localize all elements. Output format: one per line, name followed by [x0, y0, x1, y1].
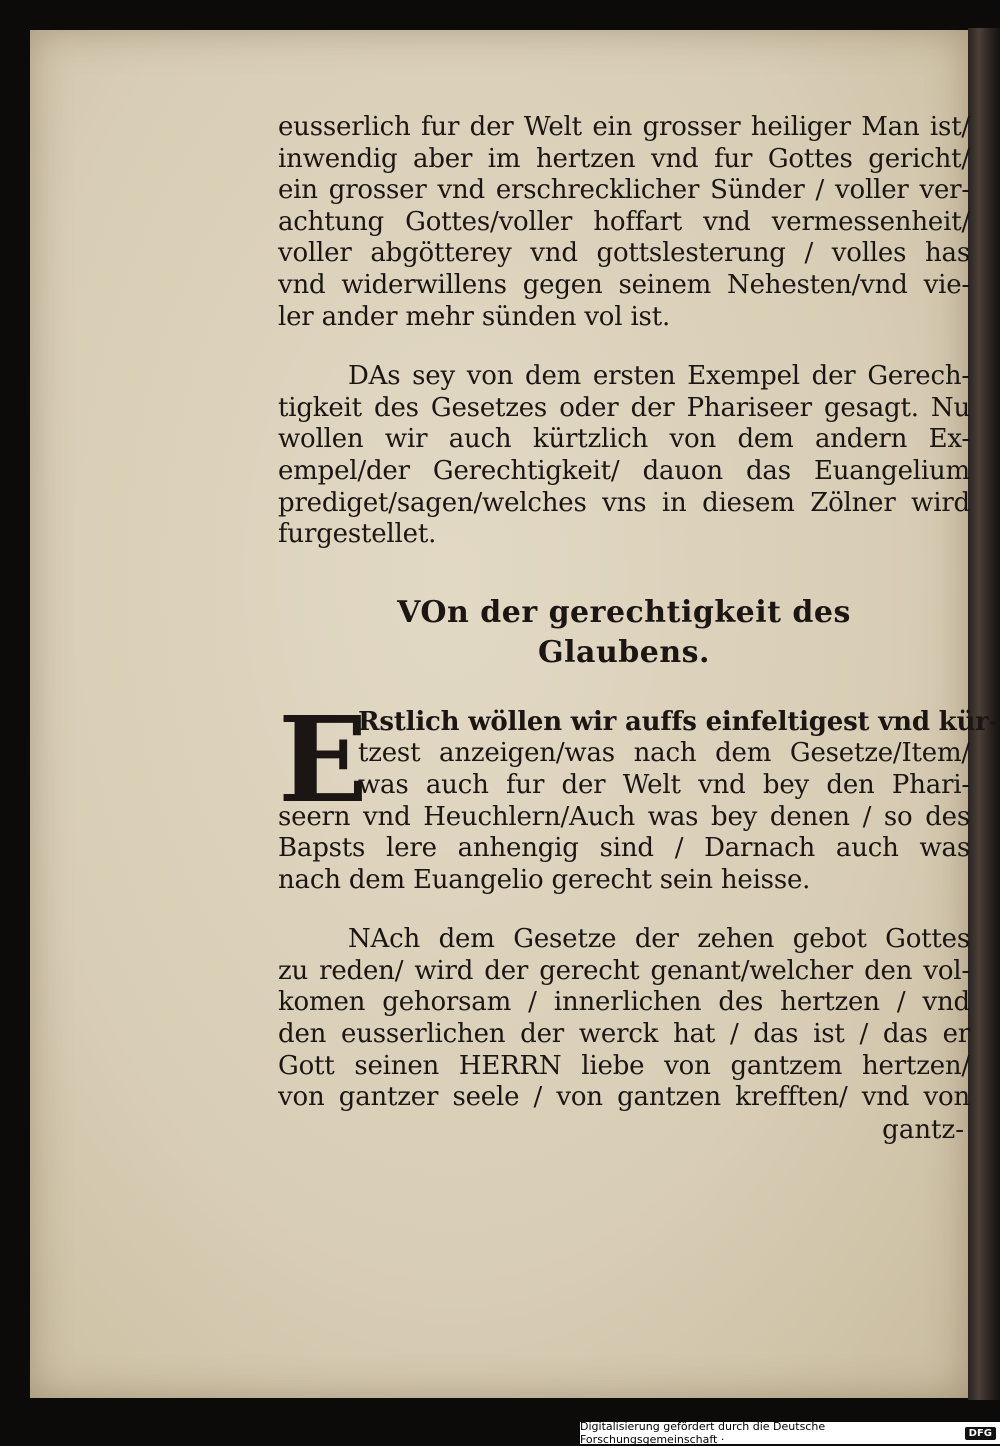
- text-line: seern vnd Heuchlern/Auch was bey denen / so des: [278, 801, 970, 832]
- text-line: Bapsts lere anhengig sind / Darnach auch was: [278, 833, 970, 864]
- text-line: voller abgötterey vnd gottslesterung / volles has: [278, 238, 970, 269]
- text-line: komen gehorsam / innerlichen des hertzen / vnd: [278, 987, 970, 1018]
- text-line: zu reden/ wird der gerecht genant/welcher den vol-: [278, 955, 970, 986]
- text-line: tigkeit des Gesetzes oder der Phariseer gesagt. Nu: [278, 392, 970, 423]
- text-line: wollen wir auch kürtzlich von dem andern Ex-: [278, 424, 970, 455]
- text-line: nach dem Euangelio gerecht sein heisse.: [278, 864, 811, 895]
- text-line: inwendig aber im hertzen vnd fur Gottes gericht/: [278, 143, 970, 174]
- text-line: prediget/sagen/welches vns in diesem Zölner wird: [278, 487, 970, 518]
- text-line: ler ander mehr sünden vol ist.: [278, 301, 671, 332]
- text-line: was auch fur der Welt vnd bey den Phari-: [358, 769, 970, 800]
- text-line: vnd widerwillens gegen seinem Nehesten/vnd vie-: [278, 269, 970, 300]
- heading-line-1: VOn der gerechtigkeit des: [397, 594, 851, 630]
- paragraph-1: [278, 112, 970, 333]
- text-line: achtung Gottes/voller hoffart vnd vermessenheit/: [278, 206, 970, 237]
- paragraph-4: [278, 924, 970, 1146]
- text-line: den eusserlichen der werck hat / das ist / das er: [278, 1019, 970, 1050]
- text-block: [278, 112, 1000, 1146]
- text-line: furgestellet.: [278, 519, 437, 550]
- text-line: DAs sey von dem ersten Exempel der Gerech-: [348, 361, 970, 392]
- text-line: von gantzer seele / von gantzen krefften/ vnd von: [278, 1082, 970, 1113]
- drop-cap-initial: E: [278, 689, 368, 829]
- text-line: tzest anzeigen/was nach dem Gesetze/Item/: [358, 738, 970, 769]
- text-line: Gott seinen HERRN liebe von gantzem hertzen/: [278, 1050, 970, 1081]
- heading-line-2: Glaubens.: [538, 634, 710, 670]
- funding-notice: Digitalisierung gefördert durch die Deutsche Forschungsgemeinschaft ·: [580, 1420, 826, 1446]
- digitization-footer: [580, 1422, 1000, 1444]
- dfg-logo: DFG: [965, 1427, 996, 1440]
- catchword: gantz-: [882, 1114, 964, 1145]
- text-line: eusserlich fur der Welt ein grosser heiliger Man ist/: [278, 112, 970, 142]
- text-line: ein grosser vnd erschrecklicher Sünder / voller ver-: [278, 175, 970, 206]
- text-line: NAch dem Gesetze der zehen gebot Gottes: [348, 924, 970, 955]
- paragraph-3: [278, 689, 1000, 897]
- section-heading: [278, 593, 970, 673]
- text-line: Rstlich wöllen wir auffs einfeltigest vnd kür-: [358, 706, 1000, 737]
- paragraph-2: [278, 361, 970, 551]
- text-line: empel/der Gerechtigkeit/ dauon das Euangelium: [278, 455, 970, 486]
